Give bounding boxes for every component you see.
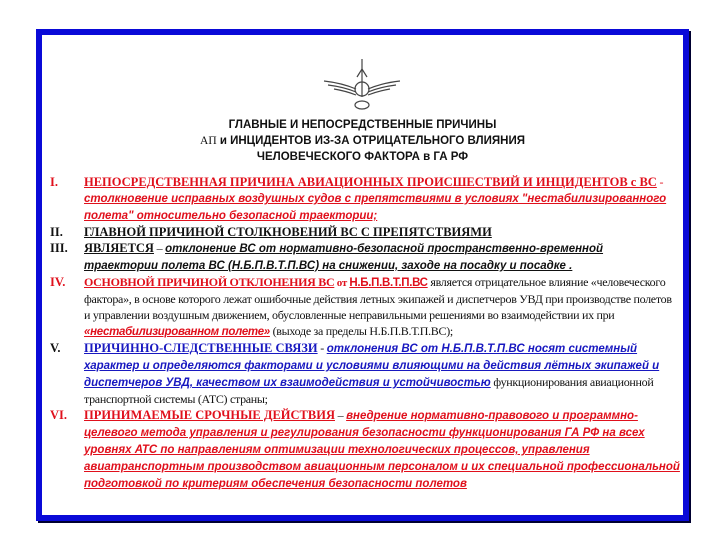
- separator: -: [656, 175, 664, 189]
- item-body: столкновение исправных воздушных судов с препятствиями в условиях "нестабилизированного полета" относительно безопасной траектории;: [84, 193, 667, 222]
- item-heading: ОСНОВНОЙ ПРИЧИНОЙ ОТКЛОНЕНИЯ ВС: [84, 275, 335, 289]
- item-number: II.: [50, 225, 63, 239]
- separator: –: [334, 408, 347, 422]
- item-heading: ГЛАВНОЙ ПРИЧИНОЙ СТОЛКНОВЕНИЙ ВС С ПРЕПЯТСТВИЯМИ: [84, 225, 492, 239]
- list-item-3: [50, 240, 680, 274]
- title-line-2: [42, 133, 683, 149]
- list-item-4: [50, 274, 680, 340]
- separator: –: [153, 241, 166, 255]
- slide-title: [42, 117, 683, 165]
- item-abbr: Н.Б.П.В.Т.П.ВС: [349, 277, 428, 289]
- title-line-1: ГЛАВНЫЕ И НЕПОСРЕДСТВЕННЫЕ ПРИЧИНЫ: [228, 119, 497, 131]
- title-line-3: ЧЕЛОВЕЧЕСКОГО ФАКТОРА в ГА РФ: [256, 151, 469, 163]
- item-body: внедрение нормативно-правового и программно-целевого метода управления и регулирования безопасности функционирования ГА РФ на всех уровнях АТС по направлениям оптимизации технологических процессов, управления авиатранспортным производством авиационным персоналом и их специальной профессиональной подготовкой по критериям обеспечения безопасности полетов: [84, 410, 680, 490]
- item-body-end: функционирования авиационной транспортной системы (АТС) страны;: [84, 375, 654, 406]
- item-body-end: (выходе за пределы Н.Б.П.В.Т.П.ВС);: [269, 324, 453, 338]
- item-number: I.: [50, 175, 58, 189]
- item-heading: НЕПОСРЕДСТВЕННАЯ ПРИЧИНА АВИАЦИОННЫХ ПРОИСШЕСТВИЙ И ИНЦИДЕНТОВ с ВС: [84, 175, 657, 189]
- list-item-6: [50, 407, 680, 492]
- item-heading: ПРИЧИННО-СЛЕДСТВЕННЫЕ СВЯЗИ: [84, 341, 318, 355]
- item-body: отклонение ВС от нормативно-безопасной пространственно-временной траектории полета ВС (Н.Б.П.В.Т.П.ВС) на снижении, заходе на посадку и посадке .: [84, 243, 604, 272]
- item-number: VI.: [50, 408, 68, 422]
- aviation-emblem-icon: [322, 57, 402, 113]
- item-emphasis: «нестабилизированном полете»: [84, 326, 270, 338]
- item-connector: от: [334, 277, 350, 289]
- item-body: отклонения ВС от Н.Б.П.В.Т.П.ВС носят системный характер и определяются факторами и условиями влияющими на действия лётных экипажей и диспетчеров УВД, качеством их взаимодействия и устойчивостью: [84, 343, 660, 389]
- cause-list: [50, 174, 680, 492]
- item-number: IV.: [50, 275, 66, 289]
- item-number: V.: [50, 341, 61, 355]
- item-heading: ЯВЛЯЕТСЯ: [84, 241, 154, 255]
- item-heading: ПРИНИМАЕМЫЕ СРОЧНЫЕ ДЕЙСТВИЯ: [84, 408, 335, 422]
- item-number: III.: [50, 241, 68, 255]
- list-item-2: [50, 224, 680, 240]
- item-body: является отрицательное влияние «человеческого фактора», в основе которого лежат ошибочные действия летных экипажей и диспетчеров УВД при производстве полетов и управлении воздушным движением, обусловленные неправильными решениями во взаимодействии их при: [84, 275, 672, 322]
- list-item-1: [50, 174, 680, 224]
- separator: -: [317, 341, 327, 355]
- title-abbr: АП: [200, 135, 217, 147]
- title-line-2-text: и ИНЦИДЕНТОВ ИЗ-ЗА ОТРИЦАТЕЛЬНОГО ВЛИЯНИЯ: [219, 135, 525, 147]
- list-item-5: [50, 340, 680, 407]
- slide-frame: [36, 29, 689, 521]
